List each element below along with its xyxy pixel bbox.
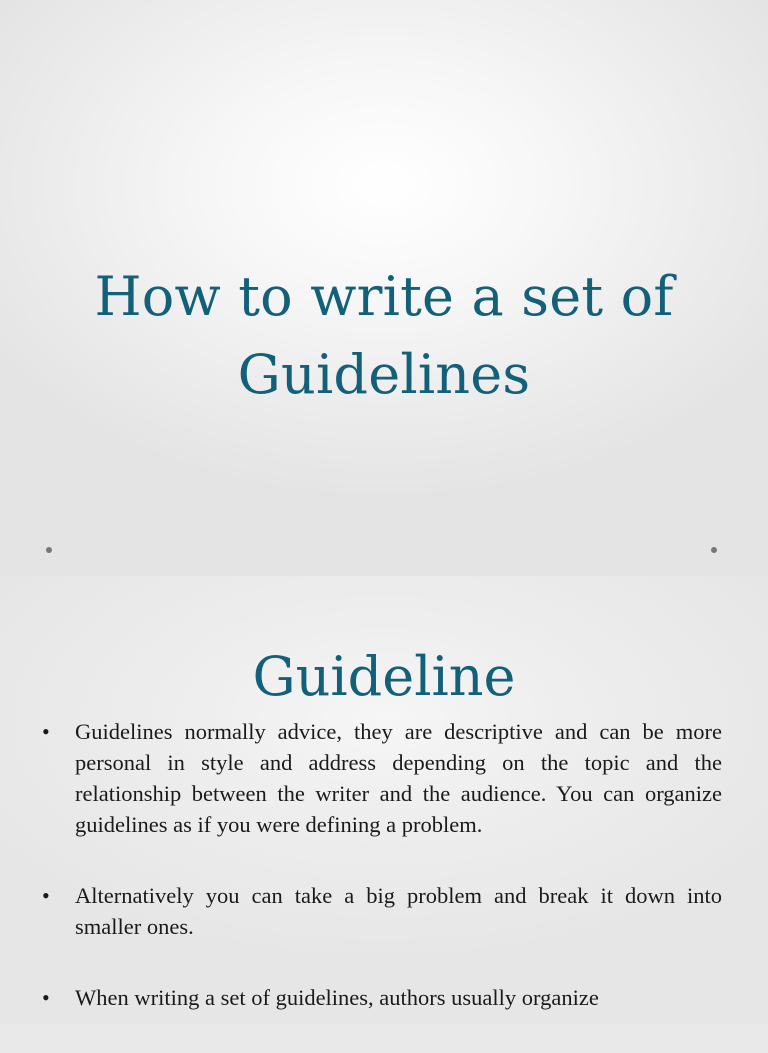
title-slide-heading (40, 258, 728, 414)
bullet-icon: • (42, 985, 50, 1010)
bullet-icon: • (42, 719, 50, 744)
title-line-1: How to write a set of (94, 265, 674, 328)
bullet-icon: • (42, 883, 50, 908)
bullet-item (42, 880, 722, 942)
title-line-2: Guidelines (237, 343, 531, 406)
bullet-text: When writing a set of guidelines, authors usually organize (75, 985, 599, 1010)
bullet-item (42, 982, 722, 1013)
content-slide-heading: Guideline (252, 645, 516, 708)
bullet-dot-left (46, 547, 52, 553)
bullet-list (0, 716, 768, 1053)
bullet-item (42, 716, 722, 840)
bullet-text: Guidelines normally advice, they are descriptive and can be more personal in style and address depending on the topic and the relationship between the writer and the audience. You can organize guidelines as if you were defining a problem. (75, 719, 722, 837)
bullet-text: Alternatively you can take a big problem and break it down into smaller ones. (75, 883, 722, 939)
bullet-dot-right (711, 547, 717, 553)
